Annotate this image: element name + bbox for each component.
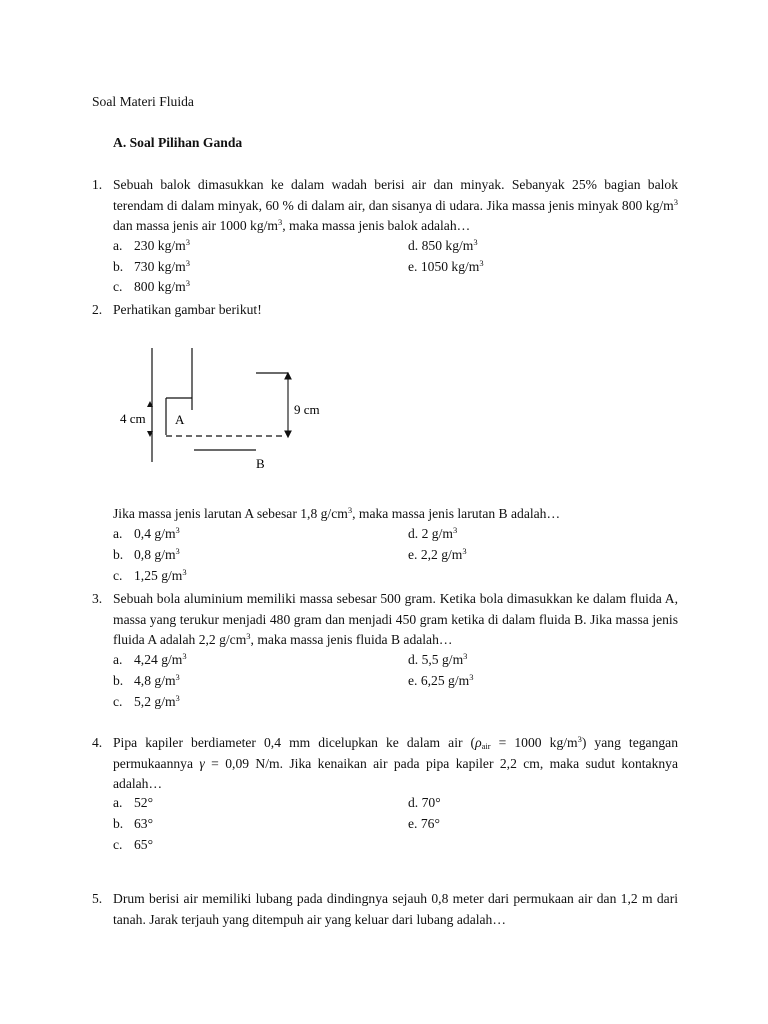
question-number: 1. [92,177,103,192]
option-c: c. 65° [113,837,154,852]
option-c: c. 5,2 $g/m^3$ [113,693,180,709]
question-text: Pipa kapiler berdiameter 0,4 mm dicelupkan ke dalam air ($\rho_{air} = 1000$ $kg/m^3$) yang tegangan permukaannya γ = 0,09 N/m. Jika kenaikan air pada pipa kapiler 2,2 cm, maka sudut kontaknya adalah… [113,734,678,791]
option-c: c. 800 $kg/m^3$ [113,278,190,294]
dimension-arrow-b [285,373,291,437]
option-e: e. 1050 $kg/m^3$ [408,258,484,274]
option-d: d. 5,5 $g/m^3$ [408,651,468,667]
question-number: 5. [92,891,103,906]
option-b: b. 4,8 $g/m^3$ [113,672,180,688]
question-number: 2. [92,302,103,317]
u-tube-diagram [110,342,340,482]
dimension-label-b: 9 cm [294,402,320,417]
section-title: A. Soal Pilihan Ganda [113,135,243,150]
option-b: b. 730 $kg/m^3$ [113,258,190,274]
option-e: e. 76° [408,816,440,831]
option-a: a. 52° [113,795,154,810]
option-d: d. 850 $kg/m^3$ [408,237,478,253]
option-b: b. 63° [113,816,154,831]
liquid-label-b: B [256,456,265,471]
option-b: b. 0,8 $g/m^3$ [113,546,180,562]
option-e: e. 6,25 $g/m^3$ [408,672,474,688]
option-a: a. 0,4 $g/m^3$ [113,525,180,541]
option-d: d. 2 $g/m^3$ [408,525,458,541]
dimension-label-a: 4 cm [120,411,146,426]
option-c: c. 1,25 $g/m^3$ [113,567,187,583]
option-e: e. 2,2 $g/m^3$ [408,546,467,562]
option-d: d. 70° [408,795,441,810]
question-text: Jika massa jenis larutan A sebesar 1,8 $g/cm^3$, maka massa jenis larutan B adalah… [113,505,561,521]
question-text: Sebuah balok dimasukkan ke dalam wadah berisi air dan minyak. Sebanyak 25% bagian balok terendam di dalam minyak, 60 % di dalam air, dan sisanya di udara. Jika massa jenis minyak 800 $kg/m^3$ dan massa jenis air 1000 $kg/m^3$, maka massa jenis balok adalah… [113,177,678,233]
document-title: Soal Materi Fluida [92,94,194,109]
question-number: 4. [92,735,103,750]
option-a: a. 4,24 $g/m^3$ [113,651,187,667]
liquid-label-a: A [175,412,185,427]
option-a: a. 230 $kg/m^3$ [113,237,190,253]
question-intro: Perhatikan gambar berikut! [113,302,262,317]
question-number: 3. [92,591,103,606]
question-text: Drum berisi air memiliki lubang pada dindingnya sejauh 0,8 meter dari permukaan air dan 1,2 m dari tanah. Jarak terjauh yang ditempuh air yang keluar dari lubang adalah… [113,891,678,927]
question-text: Sebuah bola aluminium memiliki massa sebesar 500 gram. Ketika bola dimasukkan ke dalam fluida A, massa yang terukur menjadi 480 gram dan menjadi 450 gram ketika di dalam fluida B. Jika massa jenis fluida A adalah 2,2 $g/cm^3$, maka massa jenis fluida B adalah… [113,591,678,647]
